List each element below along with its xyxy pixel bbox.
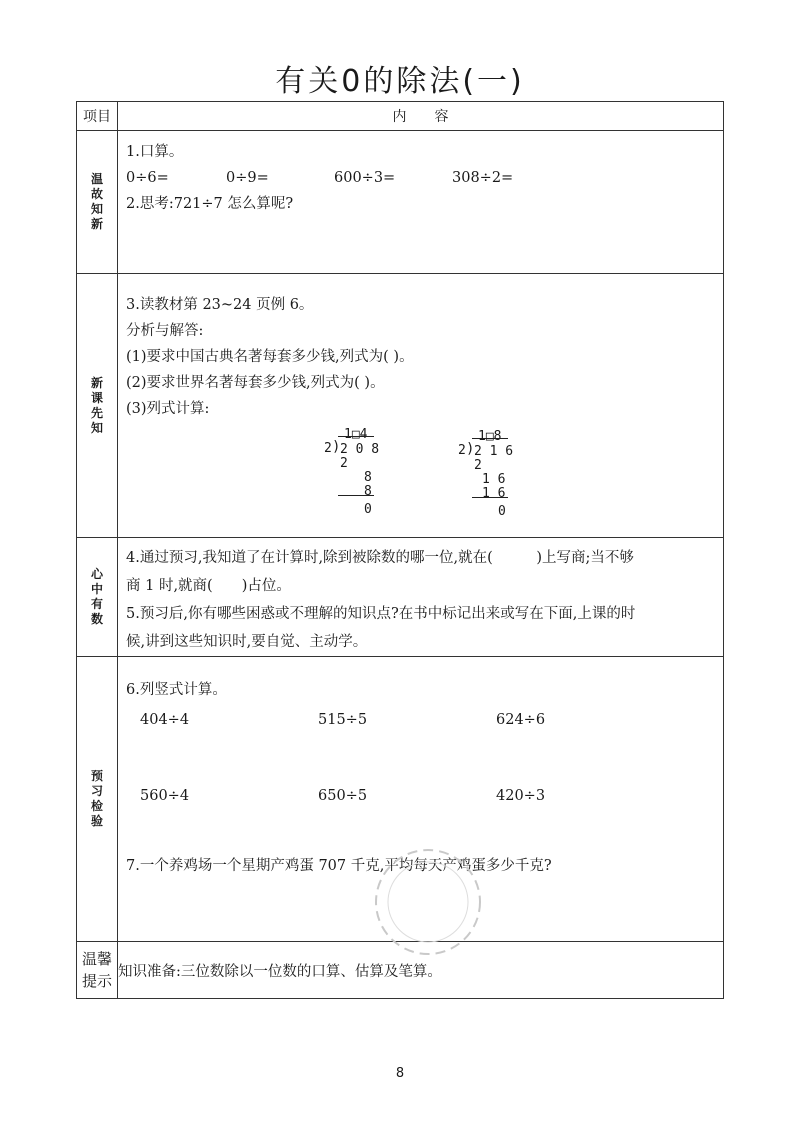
tip-text: 知识准备:三位数除以一位数的口算、估算及笔算。: [118, 942, 724, 999]
step: 1 6: [482, 486, 506, 501]
calc-item: 600÷3=: [334, 170, 396, 186]
calc-item: 420÷3: [496, 788, 546, 804]
calc-item: 0÷6=: [126, 170, 169, 186]
item-5-line-2: 候,讲到这些知识时,要自觉、主动学。: [126, 634, 368, 650]
long-division-2: 1□8 2 ) 2 1 6 2 1 6 1 6 0: [458, 424, 518, 514]
calc-item: 624÷6: [496, 712, 546, 728]
step: 1 6: [482, 472, 506, 487]
watermark-stamp: [368, 842, 488, 962]
section-label-preview: 新课先知: [90, 375, 103, 435]
calc-item: 0÷9=: [226, 170, 269, 186]
divisor: 2: [458, 443, 466, 458]
calc-item: 515÷5: [318, 712, 368, 728]
calc-item: 308÷2=: [452, 170, 514, 186]
step: 8: [364, 470, 372, 485]
table-header-row: [77, 102, 724, 131]
divisor: 2: [324, 441, 332, 456]
calc-item: 560÷4: [140, 788, 190, 804]
dividend: 2 1 6: [474, 444, 514, 459]
section-label-notes: 心中有数: [90, 567, 103, 626]
item-1: 1.口算。: [126, 144, 184, 160]
page-title: 有关0的除法(一): [275, 64, 525, 99]
step: 2: [474, 458, 482, 473]
question-3: (3)列式计算:: [126, 401, 210, 417]
long-division-1: 1□4 2 ) 2 0 8 2 8 8 0: [324, 422, 384, 512]
header-item: 项目: [77, 102, 118, 131]
header-content: 内 容: [118, 102, 724, 131]
calc-item: 404÷4: [140, 712, 190, 728]
tip-label-line-1: 温馨: [81, 950, 112, 968]
vertical-calc-row-1: [126, 707, 713, 733]
calc-item: 650÷5: [318, 788, 368, 804]
tip-label-line-2: 提示: [81, 972, 112, 990]
step: 2: [340, 456, 348, 471]
question-2: (2)要求世界名著每套多少钱,列式为( )。: [126, 375, 385, 391]
item-4-line-2: 商 1 时,就商( )占位。: [126, 578, 291, 594]
step: 0: [498, 504, 506, 519]
quotient: 1□4: [344, 427, 368, 442]
section-review: [77, 131, 724, 274]
item-5-line-1: 5.预习后,你有哪些困惑或不理解的知识点?在书中标记出来或写在下面,上课的时: [126, 606, 636, 622]
item-3: 3.读教材第 23~24 页例 6。: [126, 297, 314, 313]
section-preview: [77, 274, 724, 538]
oral-calc-row: [126, 165, 713, 191]
item-2: 2.思考:721÷7 怎么算呢?: [126, 196, 294, 212]
section-notes: [77, 538, 724, 657]
item-6: 6.列竖式计算。: [126, 682, 227, 698]
page-number: 8: [395, 1066, 405, 1081]
section-label-review: 温故知新: [90, 172, 103, 231]
section-label-check: 预习检验: [90, 769, 103, 828]
question-1: (1)要求中国古典名著每套多少钱,列式为( )。: [126, 349, 414, 365]
item-7: 7.一个养鸡场一个星期产鸡蛋 707 千克,平均每天产鸡蛋多少千克?: [126, 858, 552, 874]
step: 0: [364, 502, 372, 517]
dividend: 2 0 8: [340, 442, 380, 457]
vertical-calc-row-2: [126, 783, 713, 809]
step: 8: [364, 484, 372, 499]
analysis-label: 分析与解答:: [126, 323, 204, 339]
quotient: 1□8: [478, 429, 502, 444]
item-4-line-1: 4.通过预习,我知道了在计算时,除到被除数的哪一位,就在( )上写商;当不够: [126, 550, 634, 566]
